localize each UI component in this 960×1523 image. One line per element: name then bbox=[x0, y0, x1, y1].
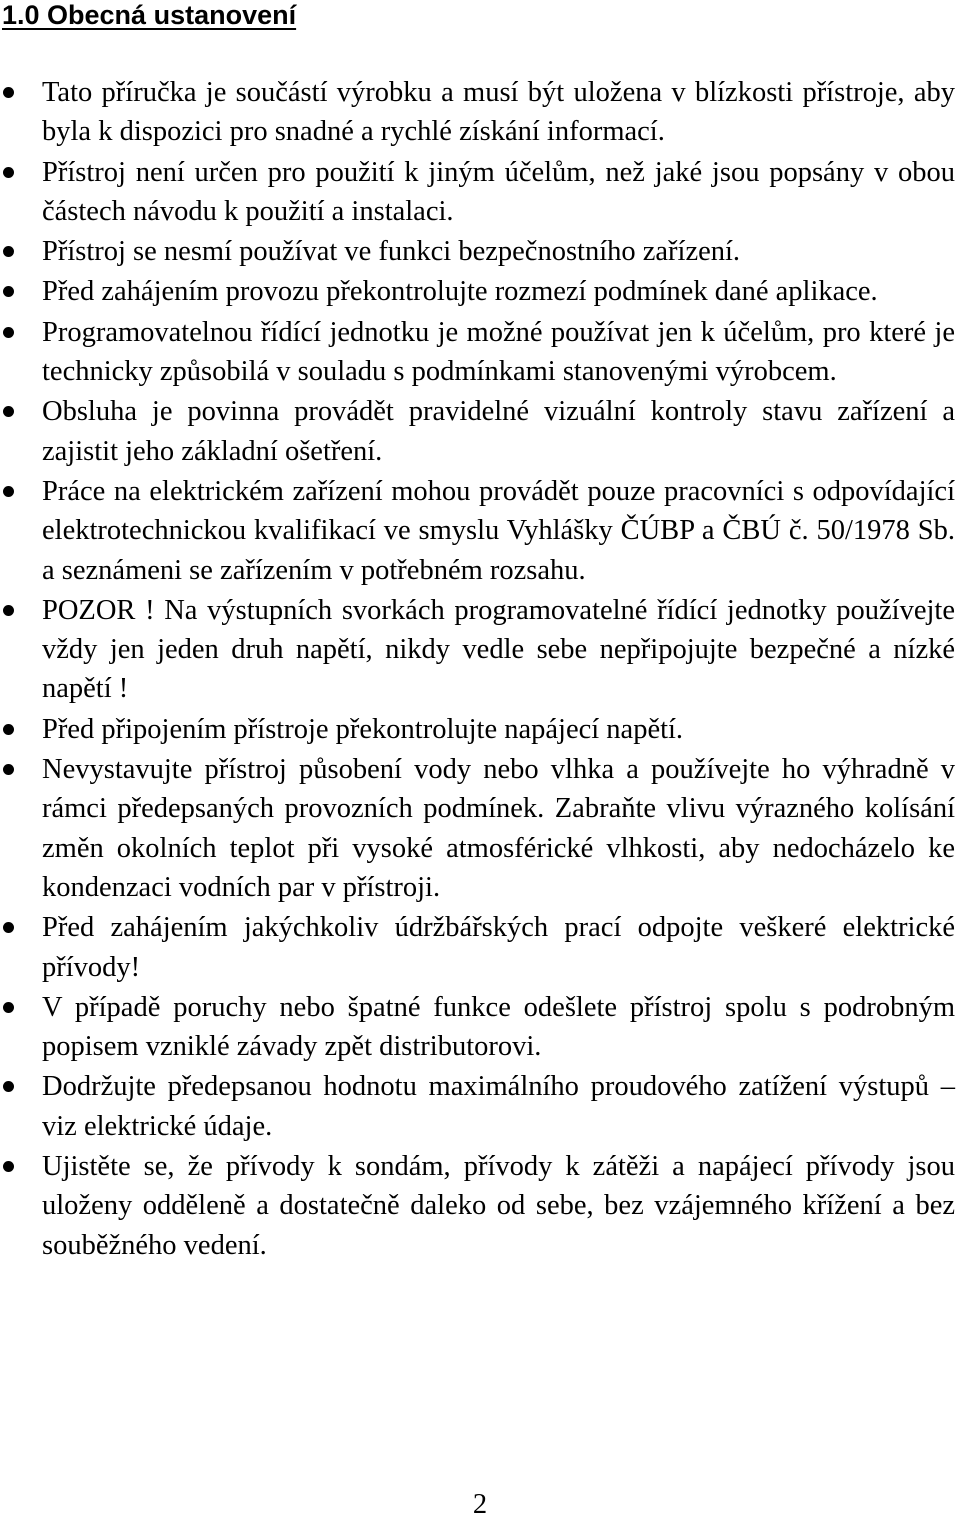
list-item bbox=[0, 392, 955, 471]
bullet-icon bbox=[3, 605, 14, 616]
list-item-text: V případě poruchy nebo špatné funkce odešlete přístroj spolu s podrobným popisem vzniklé závady zpět distributorovi. bbox=[42, 991, 955, 1063]
bullet-icon bbox=[3, 327, 14, 338]
section-heading: 1.0 Obecná ustanovení bbox=[2, 0, 297, 30]
list-item bbox=[0, 591, 955, 709]
bullet-icon bbox=[3, 246, 14, 257]
list-item bbox=[0, 1147, 955, 1265]
list-item bbox=[0, 472, 955, 590]
list-item-text: Před zahájením jakýchkoliv údržbářských prací odpojte veškeré elektrické přívody! bbox=[42, 912, 955, 983]
list-item-text: Obsluha je povinna provádět pravidelné vizuální kontroly stavu zařízení a zajistit jeho základní ošetření. bbox=[42, 396, 955, 467]
list-item bbox=[0, 1067, 955, 1146]
bullet-icon bbox=[3, 1002, 14, 1013]
bullet-icon bbox=[3, 406, 14, 417]
list-item-text: POZOR ! Na výstupních svorkách programovatelné řídící jednotky používejte vždy jen jeden druh napětí, nikdy vedle sebe nepřipojujte bezpečné a nízké napětí ! bbox=[42, 594, 955, 705]
list-item bbox=[0, 272, 955, 311]
list-item bbox=[0, 313, 955, 392]
bullet-icon bbox=[3, 486, 14, 497]
bullet-icon bbox=[3, 286, 14, 297]
list-item bbox=[0, 710, 955, 749]
bullet-icon bbox=[3, 87, 14, 98]
list-item bbox=[0, 73, 955, 152]
list-item-text: Dodržujte předepsanou hodnotu maximálního proudového zatížení výstupů – viz elektrické údaje. bbox=[42, 1071, 955, 1142]
list-item bbox=[0, 153, 955, 232]
page-number: 2 bbox=[472, 1489, 488, 1520]
list-item-text: Nevystavujte přístroj působení vody nebo vlhka a používejte ho výhradně v rámci předepsaných provozních podmínek. Zabraňte vlivu výrazného kolísání změn okolních teplot při vysoké atmosférické vlhkosti, aby nedocházelo ke kondenzaci vodních par v přístroji. bbox=[42, 754, 955, 903]
bullet-icon bbox=[3, 922, 14, 933]
list-item-text: Ujistěte se, že přívody k sondám, přívody k zátěži a napájecí přívody jsou uloženy odděleně a dostatečně daleko od sebe, bez vzájemného křížení a bez souběžného vedení. bbox=[42, 1151, 955, 1261]
bullet-icon bbox=[3, 167, 14, 178]
list-item-text: Přístroj není určen pro použití k jiným účelům, než jaké jsou popsány v obou částech návodu k použití a instalaci. bbox=[42, 156, 955, 227]
list-item-text: Programovatelnou řídící jednotku je možné používat jen k účelům, pro které je technicky způsobilá v souladu s podmínkami stanovenými výrobcem. bbox=[42, 316, 955, 388]
list-item bbox=[0, 750, 955, 907]
list-item bbox=[0, 232, 955, 271]
list-item-text: Práce na elektrickém zařízení mohou provádět pouze pracovníci s odpovídající elektrotechnickou kvalifikací ve smyslu Vyhlášky ČÚBP a ČBÚ č. 50/1978 Sb. a seznámeni se zařízením v potřebném rozsahu. bbox=[42, 475, 955, 586]
bullet-icon bbox=[3, 1161, 14, 1172]
list-item-text: Před připojením přístroje překontrolujte napájecí napětí. bbox=[42, 713, 684, 745]
rules-list bbox=[0, 73, 955, 1266]
list-item-text: Před zahájením provozu překontrolujte rozmezí podmínek dané aplikace. bbox=[42, 276, 878, 308]
list-item-text: Tato příručka je součástí výrobku a musí být uložena v blízkosti přístroje, aby byla k dispozici pro snadné a rychlé získání informací. bbox=[42, 77, 955, 148]
bullet-icon bbox=[3, 724, 14, 735]
list-item bbox=[0, 988, 955, 1067]
bullet-icon bbox=[3, 1081, 14, 1092]
list-item-text: Přístroj se nesmí používat ve funkci bezpečnostního zařízení. bbox=[42, 236, 741, 268]
list-item bbox=[0, 908, 955, 987]
bullet-icon bbox=[3, 764, 14, 775]
